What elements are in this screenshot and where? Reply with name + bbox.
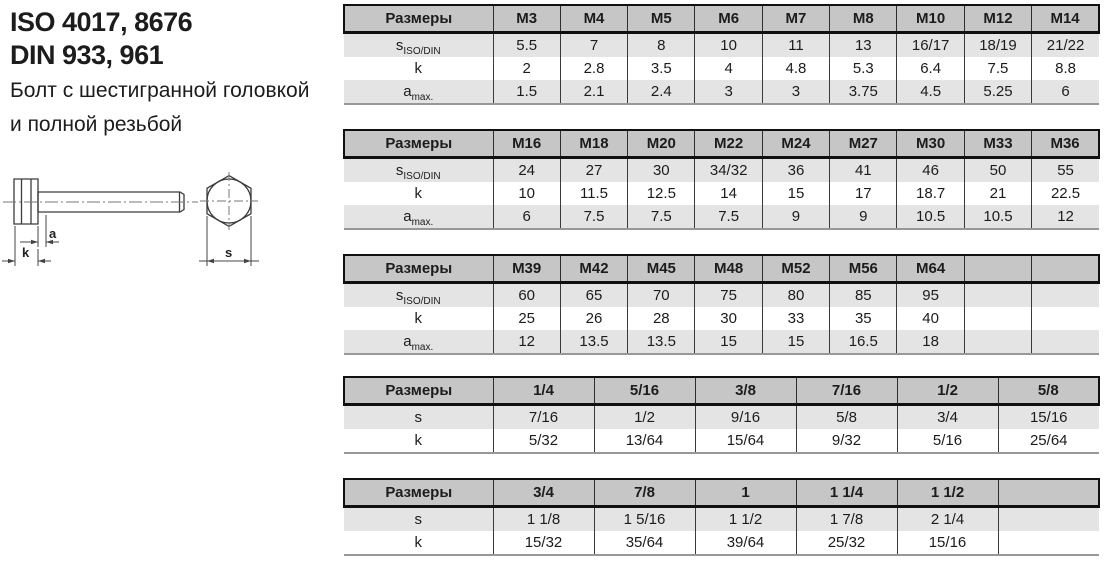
dimension-value-cell: 2 1/4 [897,507,998,532]
row-label [344,507,493,532]
dimension-value-cell: 35 [830,307,897,330]
dimension-value-cell: 13.5 [560,330,627,354]
row-label [344,330,493,354]
dimension-value-cell: 15/64 [695,429,796,453]
size-column-header [964,255,1031,283]
size-column-header: M14 [1032,5,1099,33]
row-label-symbol: s [395,37,404,54]
dimension-value-cell: 5.25 [964,80,1031,104]
product-description-line2: и полной резьбой [10,113,183,136]
din-standard-title: DIN 933, 961 [10,40,164,70]
dimension-value-cell: 7.5 [695,205,762,229]
size-column-header: M33 [964,130,1031,158]
row-label-subscript: ISO/DIN [403,46,441,57]
dimension-value-cell: 16.5 [830,330,897,354]
dimension-table-4 [343,376,1100,454]
size-column-header: M64 [897,255,964,283]
size-column-header: 7/16 [796,377,897,405]
row-label-symbol: s [414,409,422,426]
dimension-value-cell: 3/4 [897,405,998,430]
dimension-value-cell: 7 [560,33,627,58]
row-label [344,531,493,555]
size-column-header: M39 [493,255,560,283]
dimension-value-cell: 4.8 [762,57,829,80]
size-column-header: M48 [695,255,762,283]
table-row [344,330,1099,354]
dimension-value-cell: 30 [695,307,762,330]
dimension-value-cell: 21/22 [1032,33,1099,58]
size-column-header: M45 [628,255,695,283]
size-column-header: 1 [695,479,796,507]
row-label [344,283,493,308]
dimension-value-cell: 15/32 [493,531,594,555]
table-row [344,33,1099,58]
row-label-symbol: a [403,333,412,350]
size-column-header: 5/16 [594,377,695,405]
dimension-value-cell: 15 [762,182,829,205]
dimension-table-1-wrap [343,4,1100,105]
size-column-header: 5/8 [998,377,1099,405]
dimension-value-cell: 3 [762,80,829,104]
row-label-subscript: max. [411,217,434,228]
dimension-value-cell: 2.8 [560,57,627,80]
dimension-value-cell [964,330,1031,354]
dimension-value-cell: 14 [695,182,762,205]
table-row [344,57,1099,80]
dimension-value-cell: 3.5 [628,57,695,80]
dimension-value-cell [1032,307,1099,330]
table-row [344,405,1099,430]
dimension-value-cell: 30 [628,158,695,183]
dimension-value-cell: 7.5 [560,205,627,229]
dimension-value-cell: 60 [493,283,560,308]
arrowhead [8,259,15,264]
arrowhead [31,240,38,245]
dimension-table-3 [343,254,1100,355]
dimension-value-cell: 5/16 [897,429,998,453]
dimension-value-cell: 6 [493,205,560,229]
dimension-value-cell: 22.5 [1032,182,1099,205]
arrowhead [38,259,45,264]
iso-standard-title: ISO 4017, 8676 [10,7,193,37]
row-label [344,57,493,80]
size-column-header [998,479,1099,507]
size-column-header: 7/8 [594,479,695,507]
size-column-header: M16 [493,130,560,158]
dimension-value-cell: 13 [830,33,897,58]
size-column-header: M52 [762,255,829,283]
dimension-value-cell: 1.5 [493,80,560,104]
dimension-value-cell: 21 [964,182,1031,205]
row-label-symbol: k [414,60,422,77]
dimension-table-3-wrap [343,254,1100,355]
row-label [344,158,493,183]
table-row [344,80,1099,104]
row-label-symbol: s [395,287,404,304]
dimension-value-cell: 2.4 [628,80,695,104]
row-label [344,205,493,229]
dimension-value-cell: 17 [830,182,897,205]
dimension-value-cell: 15 [762,330,829,354]
arrowhead [244,259,251,264]
dimension-value-cell [964,307,1031,330]
dimension-value-cell: 41 [830,158,897,183]
table-row [344,531,1099,555]
table-header-row [344,255,1099,283]
dimension-value-cell: 65 [560,283,627,308]
size-column-header: M36 [1032,130,1099,158]
dimension-value-cell: 28 [628,307,695,330]
size-column-header: 1/4 [493,377,594,405]
dimension-value-cell: 11 [762,33,829,58]
size-column-header: M18 [560,130,627,158]
dimension-value-cell: 50 [964,158,1031,183]
table-row [344,429,1099,453]
row-label-subscript: max. [411,342,434,353]
row-label [344,429,493,453]
size-column-header: 1 1/2 [897,479,998,507]
dimension-value-cell: 25 [493,307,560,330]
dimension-value-cell: 55 [1032,158,1099,183]
dimension-value-cell [998,507,1099,532]
dimension-value-cell: 35/64 [594,531,695,555]
dimension-value-cell [1032,330,1099,354]
dimension-value-cell: 95 [897,283,964,308]
row-label-subscript: max. [411,92,434,103]
row-label-subscript: ISO/DIN [403,171,441,182]
dimension-value-cell: 12.5 [628,182,695,205]
dimension-label-k: k [22,245,30,260]
table-header-label: Размеры [344,255,493,283]
dimension-value-cell: 26 [560,307,627,330]
dimension-value-cell: 6.4 [897,57,964,80]
dimension-value-cell: 9 [830,205,897,229]
table-header-row [344,130,1099,158]
size-column-header: M30 [897,130,964,158]
table-header-label: Размеры [344,377,493,405]
dimension-value-cell: 7.5 [628,205,695,229]
dimension-value-cell: 27 [560,158,627,183]
table-row [344,507,1099,532]
row-label-symbol: s [414,511,422,528]
dimension-value-cell: 1 7/8 [796,507,897,532]
table-row [344,205,1099,229]
size-column-header: 1/2 [897,377,998,405]
dimension-value-cell: 39/64 [695,531,796,555]
size-column-header: M8 [830,5,897,33]
dimension-value-cell [964,283,1031,308]
table-row [344,283,1099,308]
dimension-table-5-wrap [343,478,1100,556]
dimension-value-cell: 13/64 [594,429,695,453]
size-column-header [1032,255,1099,283]
dimension-value-cell: 10.5 [897,205,964,229]
dimension-value-cell: 10.5 [964,205,1031,229]
size-column-header: M56 [830,255,897,283]
dimension-value-cell: 70 [628,283,695,308]
dimension-value-cell: 15 [695,330,762,354]
dimension-value-cell: 12 [493,330,560,354]
dimension-value-cell: 3 [695,80,762,104]
dimension-label-a: a [49,226,57,241]
table-row [344,182,1099,205]
dimension-value-cell: 12 [1032,205,1099,229]
size-column-header: M6 [695,5,762,33]
dimension-label-s: s [225,245,233,260]
dimension-value-cell: 5/8 [796,405,897,430]
table-header-label: Размеры [344,130,493,158]
dimension-value-cell: 25/64 [998,429,1099,453]
row-label-symbol: k [414,432,422,449]
dimension-value-cell: 18.7 [897,182,964,205]
row-label-symbol: a [403,208,412,225]
dimension-value-cell: 16/17 [897,33,964,58]
table-header-row [344,377,1099,405]
row-label-symbol: a [403,83,412,100]
row-label-subscript: ISO/DIN [403,296,441,307]
dimension-value-cell: 6 [1032,80,1099,104]
dimension-value-cell: 46 [897,158,964,183]
dimension-value-cell: 40 [897,307,964,330]
size-column-header: 3/8 [695,377,796,405]
dimension-value-cell: 1 1/2 [695,507,796,532]
dimension-value-cell: 10 [493,182,560,205]
dimension-value-cell: 34/32 [695,158,762,183]
dimension-value-cell: 80 [762,283,829,308]
dimension-value-cell: 18/19 [964,33,1031,58]
dimension-value-cell: 85 [830,283,897,308]
dimension-value-cell: 15/16 [897,531,998,555]
dimension-table-5 [343,478,1100,556]
size-column-header: M24 [762,130,829,158]
table-header-row [344,479,1099,507]
dimension-value-cell: 75 [695,283,762,308]
size-column-header: M7 [762,5,829,33]
row-label [344,80,493,104]
size-column-header: M20 [628,130,695,158]
dimension-value-cell: 25/32 [796,531,897,555]
dimension-value-cell: 7/16 [493,405,594,430]
arrowhead [207,259,214,264]
dimension-value-cell: 15/16 [998,405,1099,430]
dimension-value-cell: 36 [762,158,829,183]
dimension-value-cell: 1 5/16 [594,507,695,532]
title-block [10,6,340,140]
dimension-value-cell: 33 [762,307,829,330]
dimension-value-cell: 1 1/8 [493,507,594,532]
row-label [344,307,493,330]
size-column-header: M22 [695,130,762,158]
table-header-label: Размеры [344,479,493,507]
dimension-value-cell: 9 [762,205,829,229]
dimension-value-cell [998,531,1099,555]
dimension-table-2 [343,129,1100,230]
size-column-header: M4 [560,5,627,33]
dimension-value-cell [1032,283,1099,308]
row-label [344,33,493,58]
product-description-line1: Болт с шестигранной головкой [10,79,310,102]
dimension-value-cell: 2 [493,57,560,80]
dimension-value-cell: 5/32 [493,429,594,453]
dimension-value-cell: 9/16 [695,405,796,430]
dimension-value-cell: 10 [695,33,762,58]
size-column-header: 1 1/4 [796,479,897,507]
dimension-value-cell: 11.5 [560,182,627,205]
dimension-value-cell: 8.8 [1032,57,1099,80]
dimension-value-cell: 9/32 [796,429,897,453]
size-column-header: 3/4 [493,479,594,507]
row-label-symbol: k [414,310,422,327]
size-column-header: M42 [560,255,627,283]
table-row [344,307,1099,330]
dimension-value-cell: 18 [897,330,964,354]
dimension-value-cell: 8 [628,33,695,58]
dimension-value-cell: 4 [695,57,762,80]
size-column-header: M10 [897,5,964,33]
table-row [344,158,1099,183]
size-column-header: M27 [830,130,897,158]
dimension-value-cell: 3.75 [830,80,897,104]
row-label [344,405,493,430]
row-label-symbol: s [395,162,404,179]
size-column-header: M5 [628,5,695,33]
dimension-table-1 [343,4,1100,105]
dimension-table-4-wrap [343,376,1100,454]
size-column-header: M12 [964,5,1031,33]
row-label-symbol: k [414,534,422,551]
dimension-value-cell: 13.5 [628,330,695,354]
dimension-value-cell: 5.3 [830,57,897,80]
dimension-value-cell: 4.5 [897,80,964,104]
dimension-value-cell: 24 [493,158,560,183]
row-label-symbol: k [414,185,422,202]
dimension-value-cell: 5.5 [493,33,560,58]
dimension-value-cell: 2.1 [560,80,627,104]
table-header-row [344,5,1099,33]
row-label [344,182,493,205]
bolt-technical-drawing [0,158,290,283]
dimension-table-2-wrap [343,129,1100,230]
table-header-label: Размеры [344,5,493,33]
dimension-value-cell: 7.5 [964,57,1031,80]
size-column-header: M3 [493,5,560,33]
dimension-value-cell: 1/2 [594,405,695,430]
